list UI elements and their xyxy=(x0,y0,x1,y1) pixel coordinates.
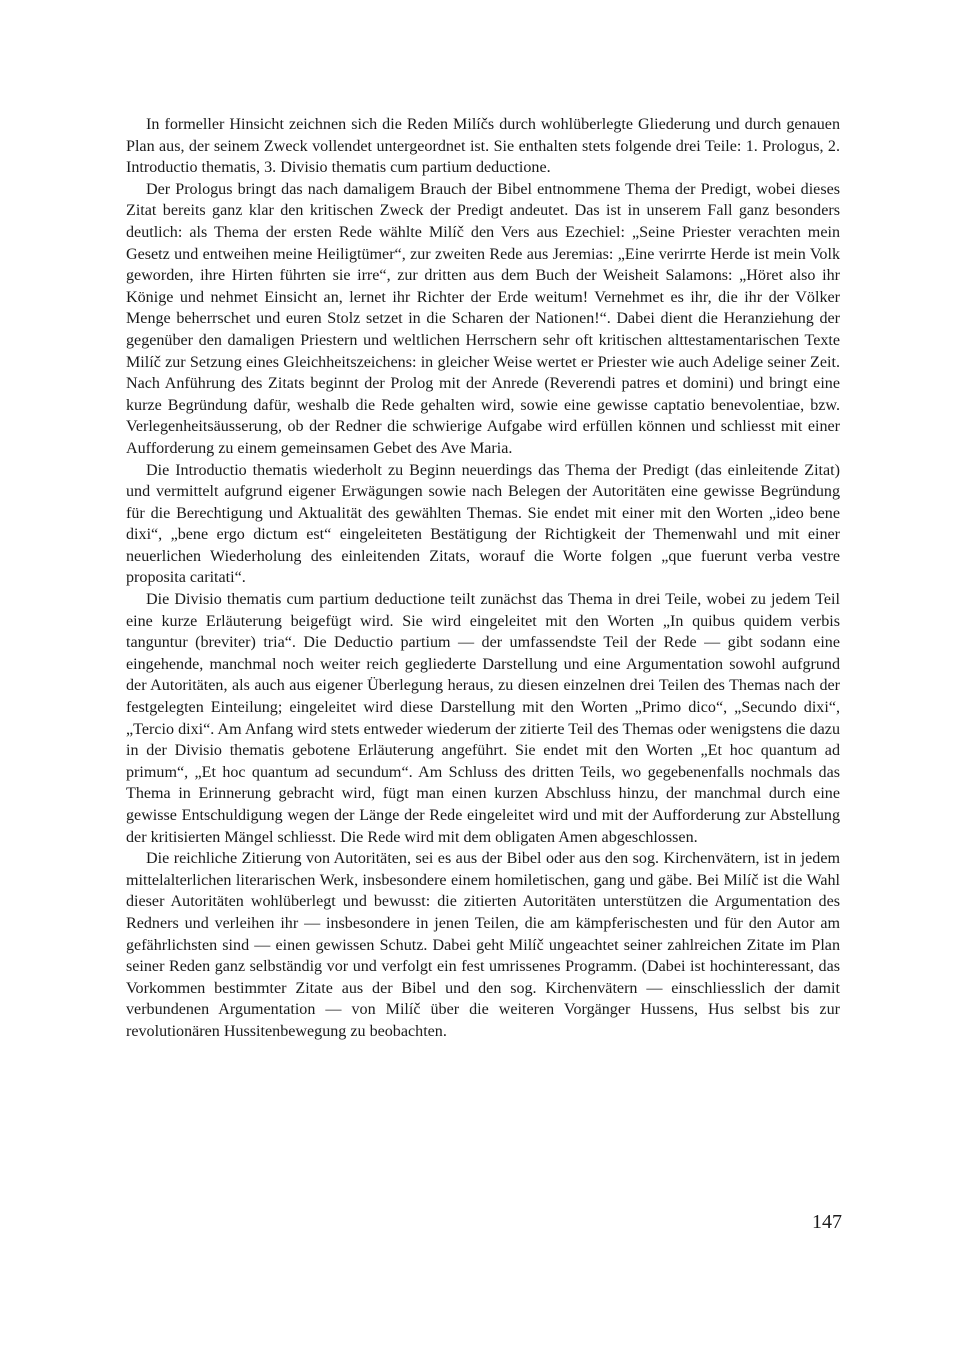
page-number: 147 xyxy=(812,1211,842,1233)
paragraph-1: In formeller Hinsicht zeichnen sich die Reden Milíčs durch wohlüberlegte Gliederung und durch genauen Plan aus, der seinem Zweck vollendet untergeordnet ist. Sie enthalten stets folgende drei Teile: 1. Prologus, 2. Introductio thematis, 3. Divisio thematis cum partium deductione. xyxy=(126,116,840,177)
paragraph-5: Die reichliche Zitierung von Autoritäten, sei es aus der Bibel oder aus den sog. Kirchenvätern, ist in jedem mittelalterlichen literarischen Werk, insbesondere einem homiletischen, gang und gäbe. Bei Milíč ist die Wahl dieser Autoritäten wohlüberlegt und bewusst: die zitierten Autoritäten unterstützen die Argumentation des Redners und verleihen ihr — insbesondere in jenen Teilen, die am kämpferischesten und für den Autor am gefährlichsten sind — einen gewissen Schutz. Dabei geht Milíč ungeachtet seiner zahlreichen Zitate im Plan seiner Reden ganz selbständig vor und verfolgt ein fest umrissenes Programm. (Dabei ist hochinteressant, das Vorkommen bestimmter Zitate aus der Bibel und den sog. Kirchenvätern — einschliesslich der damit verbundenen Argumentation — von Milíč über die weiteren Vorgänger Hussens, Hus selbst bis zur revolutionären Hussitenbewegung zu beobachten. xyxy=(126,850,840,1040)
body-text xyxy=(126,114,840,1043)
paragraph-3: Die Introductio thematis wiederholt zu Beginn neuerdings das Thema der Predigt (das einleitende Zitat) und vermittelt aufgrund eigener Erwägungen sowie nach Belegen der Autoritäten eine gewisse Begründung für die Berechtigung und Aktualität des gewählten Themas. Sie endet mit einer mit den Worten „ideo bene dixi“, „bene ergo dictum est“ eingeleiteten Bestätigung der Richtigkeit der Themenwahl und mit einer neuerlichen Wiederholung des einleitenden Zitats, worauf die Worte folgen „que fuerunt verba vestre proposita caritati“. xyxy=(126,461,840,587)
paragraph-2: Der Prologus bringt das nach damaligem Brauch der Bibel entnommene Thema der Predigt, wobei dieses Zitat bereits ganz klar den kritischen Zweck der Predigt andeutet. Das ist in unserem Fall ganz besonders deutlich: als Thema der ersten Rede wählte Milíč den Vers aus Ezechiel: „Seine Priester verachten mein Gesetz und entweihen meine Heiligtümer“, zur zweiten Rede aus Jeremias: „Eine verirrte Herde ist mein Volk geworden, ihre Hirten führten sie irre“, zur dritten aus dem Buch der Weisheit Salamons: „Höret also ihr Könige und nehmet Einsicht an, lernet ihr Richter der Erde weitum! Vernehmet es ihr, die ihr der Völker Menge beherrschet und euren Stolz setzet in die Scharen der Nationen!“. Dabei dient die Heranziehung der gegenüber den damaligen Priestern und weltlichen Herrschern sehr oft kritischen alttestamentarischen Texte Milíč zur Setzung eines Gleichheitszeichens: in gleicher Weise wertet er Priester wie auch Adelige seiner Zeit. Nach Anführung des Zitats beginnt der Prolog mit der Anrede (Reverendi patres et domini) und bringt eine kurze Begründung dafür, weshalb die Rede gehalten wird, sowie eine gewisse captatio benevolentiae, bzw. Verlegenheitsäusserung, ob der Redner die schwierige Aufgabe wird erfüllen können und schliesst mit einer Aufforderung zu einem gemeinsamen Gebet des Ave Maria. xyxy=(126,180,840,457)
paragraph-4: Die Divisio thematis cum partium deductione teilt zunächst das Thema in drei Teile, wobei zu jedem Teil eine kurze Erläuterung beigefügt wird. Sie wird eingeleitet mit den Worten „In quibus quidem verbis tanguntur (breviter) tria“. Die Deductio partium — der umfassendste Teil der Rede — gibt sodann eine eingehende, manchmal noch weiter reich gegliederte Darstellung und eine Argumentation sowohl aufgrund der Autoritäten, als auch aus eigener Überlegung heraus, zu diesen einzelnen drei Teilen des Themas nach der festgelegten Einteilung; eingeleitet wird diese Darstellung mit den Worten „Primo dico“, „Secundo dixi“, „Tercio dixi“. Am Anfang wird stets entweder wiederum der zitierte Teil des Themas oder wenigstens die dazu in der Divisio thematis gebotene Erläuterung angeführt. Sie endet mit den Worten „Et hoc quantum ad primum“, „Et hoc quantum ad secundum“. Am Schluss des dritten Teils, wo gegebenenfalls nochmals das Thema in Erinnerung gebracht wird, fügt man einen kurzen Abschluss hinzu, der manchmal durch eine gewisse Entschuldigung wegen der Länge der Rede eingeleitet wird und mit der Aufforderung zur Abstellung der kritisierten Mängel schliesst. Die Rede wird mit dem obligaten Amen abgeschlossen. xyxy=(126,591,840,846)
